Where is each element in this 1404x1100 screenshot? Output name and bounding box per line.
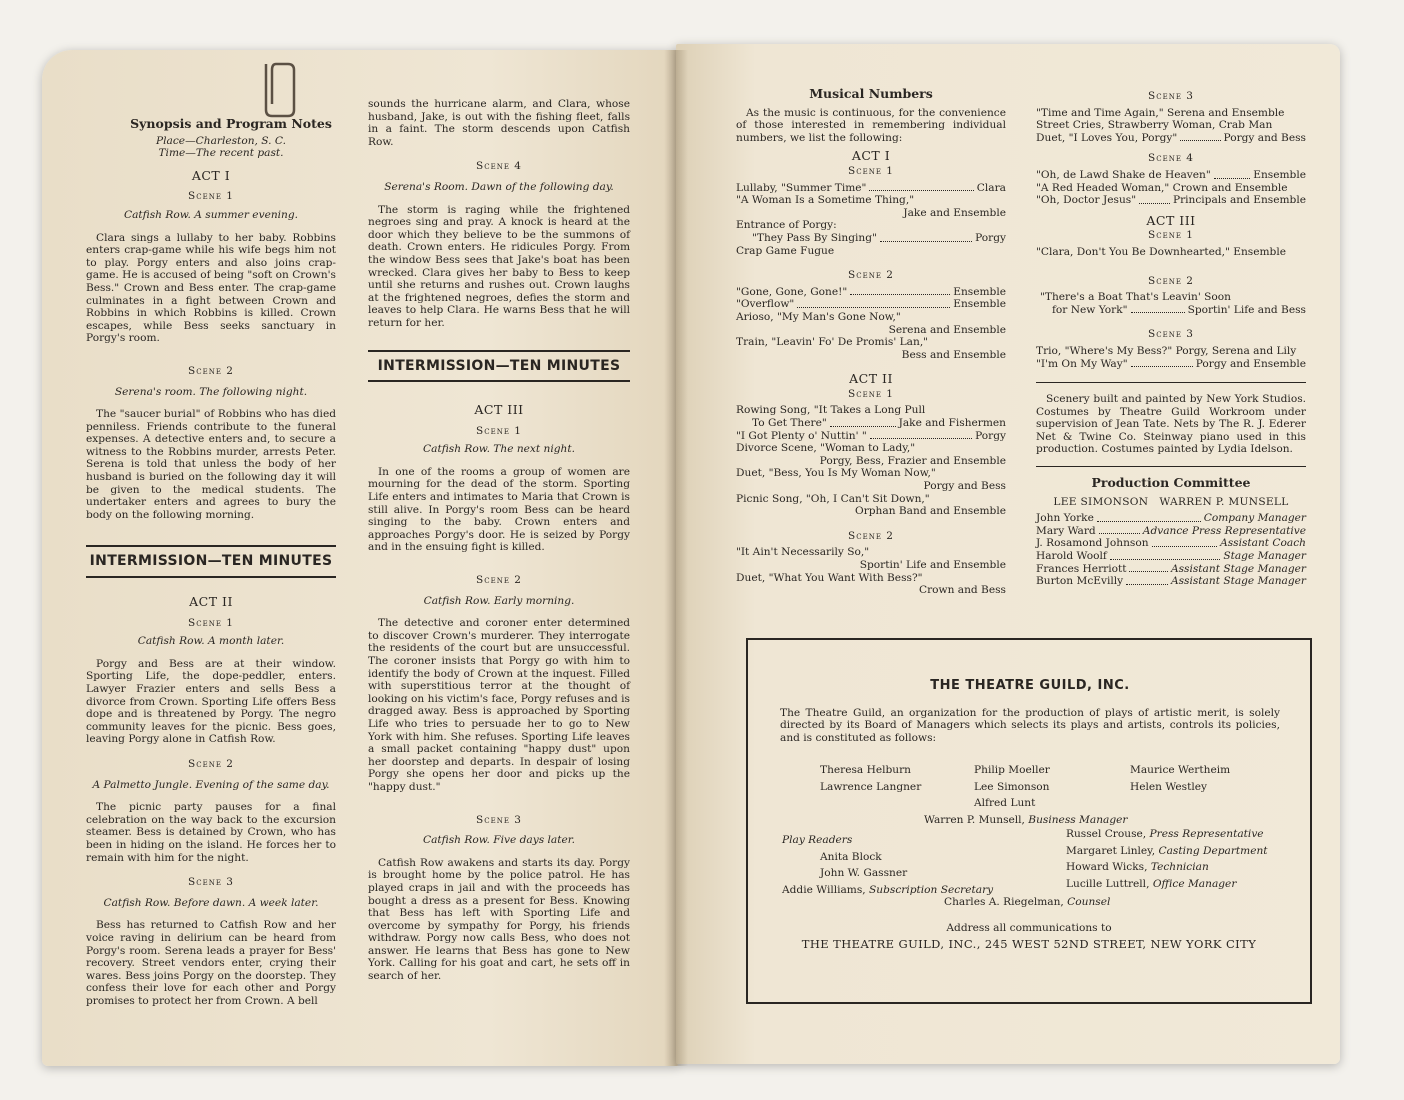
scene-heading: Scene 2 (848, 529, 894, 542)
scene-heading: Scene 3 (1148, 90, 1194, 102)
number-row (736, 298, 1006, 311)
musical-numbers-column (736, 88, 1006, 597)
scene-heading: Scene 3 (188, 876, 234, 889)
board-col-2 (974, 764, 1124, 810)
board-col-1 (820, 764, 970, 793)
committee-role: Assistant Coach (1220, 537, 1306, 550)
musical-intro: As the music is continuous, for the convenience of those interested in remembering individual numbers, we list the following: (736, 106, 1006, 144)
business-manager (924, 814, 1224, 827)
committee-row (1036, 563, 1306, 576)
song: Duet, "What You Want With Bess?" (736, 571, 923, 584)
scene-heading: Scene 4 (476, 160, 522, 173)
time-line: Time—The recent past. (158, 147, 284, 160)
committee-list (1036, 512, 1306, 588)
performer: Jake and Ensemble (903, 206, 1006, 219)
staff-name: Charles A. Riegelman, (944, 896, 1068, 908)
committee-role: Assistant Stage Manager (1170, 575, 1306, 588)
guild-content (780, 680, 1280, 748)
song: "Clara, Don't You Be Downhearted," Ensemble (1036, 245, 1286, 258)
song: "They Pass By Singing" (752, 231, 877, 244)
scenery-credits: Scenery built and painted by New York Studios. Costumes by Theatre Guild Workroom under supervision of Jean Tate. Nets by The R. J. Ederer Net & Twine Co. Steinway piano used in this production. Costumes painted by Lydia Idelson. (1036, 393, 1306, 456)
performer: Porgy (975, 429, 1006, 442)
number-row (736, 182, 1006, 195)
song: "Gone, Gone, Gone!" (736, 285, 848, 298)
staff-name: Lucille Luttrell, (1066, 877, 1153, 890)
scene-heading: Scene 2 (1148, 274, 1194, 287)
scene-setting: Catfish Row. Early morning. (423, 594, 575, 607)
number-row (1036, 358, 1306, 371)
song: Street Cries, Strawberry Woman, Crab Man (1036, 119, 1273, 132)
staff-role: Press Representative (1149, 828, 1264, 840)
scene-synopsis: Bess has returned to Catfish Row and her voice raving in delirium can be heard from Porgy's room. Serena leads a prayer for Bess' recovery. Street vendors enter, crying their wares. Bess joins Porgy on the doorstep. They confess their love for each other and Porgy promises to protect her from Crown. A bell (86, 919, 336, 1007)
gutter-shadow (664, 50, 688, 1066)
performer: Porgy and Bess (923, 480, 1006, 493)
staff-line (782, 884, 1042, 897)
committee-role: Company Manager (1203, 512, 1306, 525)
place-line: Place—Charleston, S. C. (156, 134, 286, 147)
scene-setting: Serena's Room. Dawn of the following day. (384, 180, 614, 193)
performer: Clara (976, 181, 1006, 194)
musical-numbers-title: Musical Numbers (809, 86, 933, 101)
performer: Principals and Ensemble (1172, 194, 1306, 207)
play-readers (782, 834, 1042, 896)
scene-heading: Scene 2 (188, 364, 234, 377)
committee-role: Stage Manager (1223, 550, 1306, 563)
scene-setting: Catfish Row. A month later. (137, 635, 285, 648)
scene-setting: A Palmetto Jungle. Evening of the same day. (92, 778, 330, 791)
scene-synopsis: Catfish Row awakens and starts its day. Porgy is brought home by the police patrol. He has played craps in jail and with the proceeds has bought a dress as a present for Bess. Knowing that Bess has left with Sporting Life and overcome by sympathy for Porgy, his friends withdraw. Porgy now calls Bess, who does not answer. He learns that Bess has gone to New York. Calling for his goat and cart, he sets off in search of her. (368, 856, 630, 983)
staff-name: Howard Wicks, (1066, 861, 1151, 874)
scene-heading: Scene 3 (1148, 328, 1194, 341)
song: for New York" (1052, 303, 1128, 316)
act-3-heading: ACT III (1146, 212, 1196, 228)
number-row (1036, 194, 1306, 207)
song: Picnic Song, "Oh, I Can't Sit Down," (736, 492, 930, 505)
scene-setting: Serena's room. The following night. (114, 385, 308, 398)
committee-row (1036, 550, 1306, 563)
song: Arioso, "My Man's Gone Now," (736, 310, 901, 323)
committee-row (1036, 575, 1306, 588)
scene-synopsis: The storm is raging while the frightened negroes sing and pray. A knock is heard at the door which they believe to be the summons of death. Crown enters. He ridicules Porgy. From the window Bess sees that Jake's boat has been wrecked. Clara gives her baby to Bess to keep until she returns and rushes out. Crown laughs at the frightened negroes, defies the storm and leaves to help Clara. He warns Bess that he will return for her. (368, 203, 630, 329)
guild-intro: The Theatre Guild, an organization for the production of plays of artistic merit, is solely directed by its Board of Managers which selects its plays and artists, controls its policies, and is constituted as follows: (780, 706, 1280, 744)
musical-numbers-column-2 (1036, 90, 1306, 588)
board-member: Theresa Helburn (820, 764, 911, 776)
scene-heading: Scene 2 (188, 757, 234, 770)
act-1-heading: ACT I (191, 167, 231, 183)
song: Crap Game Fugue (736, 244, 835, 257)
scene-synopsis: The picnic party pauses for a final celebration on the way back to the excursion steamer. Bess is detained by Crown, who has been in hiding on the island. He forces her to remain with him for the night. (86, 801, 336, 864)
staff-name: Margaret Linley, (1066, 844, 1159, 857)
scene-setting: Catfish Row. Five days later. (422, 834, 575, 847)
song: "Overflow" (736, 298, 795, 311)
committee-name: J. Rosamond Johnson (1036, 537, 1149, 550)
song: To Get There" (752, 417, 827, 430)
staff-name: Addie Williams, (782, 883, 870, 896)
performer: Porgy and Bess (1223, 131, 1306, 144)
number-row (736, 286, 1006, 299)
scene-heading: Scene 1 (848, 387, 894, 400)
song: "I Got Plenty o' Nuttin' " (736, 429, 867, 442)
scene-heading: Scene 1 (1148, 229, 1194, 242)
staff-role: Counsel (1067, 896, 1111, 908)
committee-role: Advance Press Representative (1142, 524, 1306, 537)
committee-name: John Yorke (1036, 512, 1094, 525)
song: Duet, "Bess, You Is My Woman Now," (736, 467, 936, 480)
committee-name: Harold Woolf (1036, 550, 1107, 563)
song: Entrance of Porgy: (736, 219, 837, 232)
performer: Bess and Ensemble (901, 348, 1006, 361)
reader-name: Anita Block (820, 850, 882, 863)
number-row (736, 417, 1006, 430)
reader-name: John W. Gassner (820, 867, 908, 880)
scene-heading: Scene 1 (188, 616, 234, 629)
scene-heading: Scene 1 (188, 190, 234, 203)
staff-role: Office Manager (1152, 877, 1237, 890)
scene-setting: Catfish Row. The next night. (423, 443, 575, 456)
song: "Time and Time Again," Serena and Ensemble (1036, 106, 1285, 119)
act-2-heading: ACT II (849, 371, 893, 387)
guild-address: THE THEATRE GUILD, INC., 245 WEST 52ND STREET, NEW YORK CITY (801, 937, 1257, 951)
committee-row (1036, 525, 1306, 538)
number-row (1036, 169, 1306, 182)
scene-setting: Catfish Row. A summer evening. (123, 208, 299, 221)
performer: Porgy, Bess, Frazier and Ensemble (819, 454, 1006, 467)
board-member: Lee Simonson (974, 780, 1050, 793)
committee-name: Burton McEvilly (1036, 575, 1124, 588)
staff-name: Russel Crouse, (1066, 828, 1150, 840)
song: "Oh, de Lawd Shake de Heaven" (1036, 168, 1211, 181)
staff-role: Subscription Secretary (869, 883, 994, 896)
song: "A Red Headed Woman," Crown and Ensemble (1036, 181, 1288, 194)
committee-row (1036, 537, 1306, 550)
staff-name: Warren P. Munsell, (924, 814, 1029, 826)
production-committee-title: Production Committee (1091, 475, 1251, 491)
song: "It Ain't Necessarily So," (736, 546, 870, 559)
performer: Ensemble (953, 298, 1006, 311)
board-member: Alfred Lunt (974, 797, 1036, 810)
committee-members: LEE SIMONSON WARREN P. MUNSELL (1053, 495, 1289, 508)
performer: Jake and Fishermen (898, 417, 1006, 430)
staff-role: Business Manager (1028, 814, 1128, 826)
scene-synopsis: In one of the rooms a group of women are mourning for the dead of the storm. Sporting Life enters and intimates to Maria that Crown is still alive. In Porgy's room Bess can be heard singing to the baby. Crown enters and approaches Porgy's door. He is seized by Porgy and in the ensuing fight is killed. (368, 465, 630, 554)
performer: Orphan Band and Ensemble (855, 505, 1006, 518)
number-row (1036, 132, 1306, 145)
guild-title: THE THEATRE GUILD, INC. (930, 678, 1130, 693)
performer: Serena and Ensemble (888, 323, 1006, 336)
scene-setting: Catfish Row. Before dawn. A week later. (103, 896, 319, 909)
performer: Sportin' Life and Bess (1187, 303, 1306, 316)
play-readers-label: Play Readers (782, 834, 853, 846)
number-row (736, 430, 1006, 443)
act-1-heading: ACT I (851, 148, 891, 164)
board-member: Philip Moeller (974, 764, 1050, 776)
intermission-banner: INTERMISSION—TEN MINUTES (86, 545, 336, 578)
scene-heading: Scene 1 (476, 424, 522, 437)
intermission-banner: INTERMISSION—TEN MINUTES (368, 350, 630, 383)
performer: Crown and Bess (918, 584, 1006, 597)
scene-synopsis: The detective and coroner enter determined to discover Crown's murderer. They interrogate the residents of the court but are unsuccessful. The coroner insists that Porgy go with him to identify the body of Crown at the inquest. Filled with superstitious terror at the thought of looking on his victim's face, Porgy refuses and is dragged away. Bess is approached by Sporting Life who tries to persuade her to go to New York with him. She refuses. Sporting Life leaves a small packet containing "happy dust" upon her doorstep and departs. In despair of losing Porgy she opens her door and picks up the "happy dust." (368, 617, 630, 793)
performer: Ensemble (1253, 168, 1306, 181)
committee-role: Assistant Stage Manager (1170, 562, 1306, 575)
song: Trio, "Where's My Bess?" Porgy, Serena and Lily (1036, 344, 1297, 357)
committee-name: Mary Ward (1036, 524, 1096, 537)
scene-synopsis: Clara sings a lullaby to her baby. Robbins enters crap-game while his wife begs him not to play. Porgy enters and also joins crap-game. He is accused of being "soft on Crown's Bess." Crown and Bess enter. The crap-game culminates in a fight between Crown and Robbins in which Robbins is killed. Crown escapes, while Bess seeks sanctuary in Porgy's room. (86, 231, 336, 345)
board-col-3 (1130, 764, 1280, 793)
scene-synopsis: Porgy and Bess are at their window. Sporting Life, the dope-peddler, enters. Lawyer Frazier enters and sells Bess a divorce from Crown. Sporting Life offers Bess dope and is threatened by Porgy. The negro community leaves for the picnic. Bess goes, leaving Porgy alone in Catfish Row. (86, 657, 336, 746)
act-3-heading: ACT III (474, 402, 524, 418)
song: Train, "Leavin' Fo' De Promis' Lan," (736, 336, 929, 349)
left-column-2 (368, 98, 630, 987)
address-intro: Address all communications to (946, 922, 1112, 934)
scene-synopsis: sounds the hurricane alarm, and Clara, whose husband, Jake, is out with the fishing fleet, falls in a faint. The storm descends upon Catfish Row. (368, 98, 630, 148)
staff-list (1066, 828, 1306, 890)
number-row (1036, 304, 1306, 317)
performer: Porgy (975, 231, 1006, 244)
act-2-heading: ACT II (189, 594, 233, 610)
scene-heading: Scene 2 (476, 574, 522, 587)
scene-heading: Scene 1 (848, 164, 894, 177)
song: "There's a Boat That's Leavin' Soon (1040, 291, 1231, 304)
song: "Oh, Doctor Jesus" (1036, 194, 1137, 207)
counsel-line (944, 896, 1244, 909)
song: "I'm On My Way" (1036, 357, 1128, 370)
scene-heading: Scene 2 (848, 269, 894, 282)
performer: Sportin' Life and Ensemble (859, 559, 1006, 571)
board-member: Maurice Wertheim (1130, 764, 1231, 776)
paper-clip-icon (258, 60, 300, 118)
number-row (736, 232, 1006, 245)
scene-heading: Scene 3 (476, 813, 522, 826)
performer: Ensemble (953, 285, 1006, 298)
theatre-guild-box (746, 638, 1312, 1004)
board-member: Lawrence Langner (820, 780, 922, 793)
synopsis-title: Synopsis and Program Notes (130, 116, 332, 131)
performer: Porgy and Ensemble (1195, 357, 1306, 370)
board-member: Helen Westley (1130, 780, 1207, 793)
committee-row (1036, 512, 1306, 525)
scene-heading: Scene 4 (1148, 152, 1194, 165)
song: Lullaby, "Summer Time" (736, 181, 867, 194)
song: Rowing Song, "It Takes a Long Pull (736, 404, 926, 417)
left-column-1 (86, 118, 336, 1011)
song: Duet, "I Loves You, Porgy" (1036, 131, 1178, 144)
staff-role: Technician (1150, 861, 1209, 874)
staff-role: Casting Department (1158, 844, 1268, 857)
song: Divorce Scene, "Woman to Lady," (736, 442, 916, 455)
song: "A Woman Is a Sometime Thing," (736, 194, 915, 207)
scene-synopsis: The "saucer burial" of Robbins who has died penniless. Friends contribute to the funeral expenses. A detective enters and, to secure a witness to the Robbins murder, arrests Peter. Serena is told that unless the body of her husband is buried on the following day it will be given to the medical students. The undertaker enters and agrees to bury the body on the following morning. (86, 408, 336, 521)
committee-name: Frances Herriott (1036, 562, 1127, 575)
